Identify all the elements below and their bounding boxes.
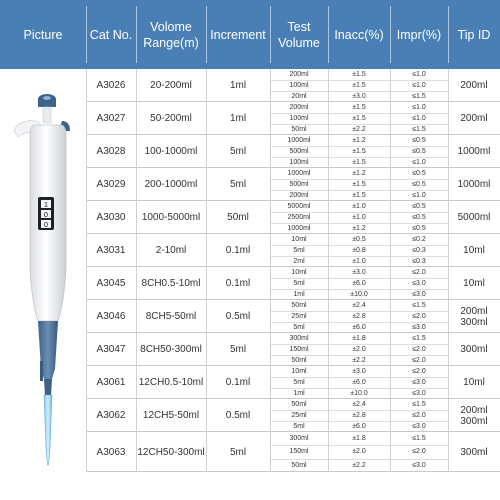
imprecision-cell: ≤1.5: [412, 435, 426, 443]
inaccuracy-cell: ±3.0: [352, 93, 366, 100]
sub-row-divider: [270, 179, 448, 180]
sub-row-divider: [270, 146, 448, 147]
imprecision-cell: ≤0.3: [412, 247, 426, 254]
imprecision-cell: ≤1.0: [412, 115, 426, 122]
inaccuracy-cell: ±6.0: [352, 379, 366, 386]
volume-range-cell: 1000-5000ml: [141, 212, 201, 223]
test-volume-cell: 50ml: [291, 126, 307, 133]
sub-row-divider: [270, 377, 448, 378]
inaccuracy-cell: ±0.8: [352, 247, 366, 254]
header-picture: Picture: [23, 27, 63, 42]
sub-row-divider: [270, 344, 448, 345]
cat-no-cell: A3047: [96, 344, 126, 355]
test-volume-cell: 20ml: [291, 93, 307, 100]
test-volume-cell: 50ml: [291, 357, 307, 364]
imprecision-cell: ≤3.0: [412, 390, 426, 397]
sub-row-divider: [270, 459, 448, 460]
svg-text:0: 0: [44, 222, 48, 229]
imprecision-cell: ≤3.0: [412, 379, 426, 386]
test-volume-cell: 200ml: [289, 71, 309, 78]
sub-row-divider: [270, 91, 448, 92]
test-volume-cell: 50ml: [291, 302, 307, 309]
sub-row-divider: [270, 421, 448, 422]
inaccuracy-cell: ±1.0: [352, 258, 366, 265]
imprecision-cell: ≤1.5: [412, 401, 426, 408]
inaccuracy-cell: ±2.2: [352, 357, 366, 364]
sub-row-divider: [270, 311, 448, 312]
sub-row-divider: [270, 190, 448, 191]
imprecision-cell: ≤2.0: [412, 357, 426, 364]
imprecision-cell: ≤1.0: [412, 192, 426, 199]
test-volume-cell: 5ml: [293, 324, 305, 331]
imprecision-cell: ≤0.5: [412, 148, 426, 155]
test-volume-cell: 2500ml: [287, 214, 311, 221]
increment-cell: 1ml: [229, 80, 247, 91]
column-divider: [86, 69, 87, 472]
volume-range-cell: 200-1000ml: [144, 179, 198, 190]
svg-text:0: 0: [44, 212, 48, 219]
test-volume-cell: 500ml: [289, 181, 309, 188]
header-test-volume: Test Volume: [278, 19, 320, 50]
header-cat-no: Cat No.: [89, 27, 133, 42]
inaccuracy-cell: ±6.0: [352, 280, 366, 287]
tip-id-cell: 10ml: [463, 278, 485, 289]
sub-row-divider: [270, 80, 448, 81]
cat-no-cell: A3027: [96, 113, 126, 124]
inaccuracy-cell: ±1.0: [352, 203, 366, 210]
inaccuracy-cell: ±3.0: [352, 368, 366, 375]
imprecision-cell: ≤0.5: [412, 214, 426, 221]
cat-no-cell: A3062: [96, 410, 126, 421]
increment-cell: 50ml: [227, 212, 249, 223]
test-volume-cell: 150ml: [289, 346, 309, 353]
imprecision-cell: ≤1.5: [412, 335, 426, 342]
inaccuracy-cell: ±10.0: [350, 390, 368, 397]
column-divider: [136, 69, 137, 472]
inaccuracy-cell: ±1.8: [352, 435, 366, 443]
increment-cell: 0.1ml: [225, 245, 251, 256]
inaccuracy-cell: ±2.8: [352, 313, 366, 320]
column-divider: [448, 69, 449, 472]
inaccuracy-cell: ±1.0: [352, 214, 366, 221]
tip-id-cell: 300ml: [460, 446, 488, 458]
imprecision-cell: ≤2.0: [412, 448, 426, 456]
test-volume-cell: 200ml: [289, 104, 309, 111]
inaccuracy-cell: ±1.5: [352, 82, 366, 89]
volume-range-cell: 8CH0.5-10ml: [141, 278, 201, 289]
test-volume-cell: 5000ml: [287, 203, 311, 210]
inaccuracy-cell: ±2.4: [352, 401, 366, 408]
cat-no-cell: A3031: [96, 245, 126, 256]
test-volume-cell: 100ml: [289, 159, 309, 166]
test-volume-cell: 10ml: [291, 368, 307, 375]
tip-id-cell: 10ml: [463, 245, 485, 256]
column-divider: [270, 69, 271, 472]
test-volume-cell: 1000ml: [287, 137, 311, 144]
test-volume-cell: 50ml: [291, 461, 307, 469]
tip-id-cell: 1000ml: [457, 146, 491, 157]
cat-no-cell: A3026: [96, 80, 126, 91]
cat-no-cell: A3028: [96, 146, 126, 157]
increment-cell: 0.1ml: [225, 278, 251, 289]
inaccuracy-cell: ±1.5: [352, 192, 366, 199]
volume-range-cell: 12CH50-300ml: [137, 446, 205, 458]
test-volume-cell: 100ml: [289, 82, 309, 89]
imprecision-cell: ≤3.0: [412, 461, 426, 469]
inaccuracy-cell: ±2.8: [352, 412, 366, 419]
test-volume-cell: 300ml: [289, 335, 309, 342]
imprecision-cell: ≤0.5: [412, 170, 426, 177]
sub-row-divider: [270, 355, 448, 356]
svg-text:1: 1: [44, 202, 48, 209]
tip-id-cell: 10ml: [463, 377, 485, 388]
increment-cell: 5ml: [229, 146, 247, 157]
imprecision-cell: ≤1.5: [412, 93, 426, 100]
inaccuracy-cell: ±2.2: [352, 126, 366, 133]
tip-id-cell: 300ml: [460, 344, 488, 355]
increment-cell: 5ml: [229, 344, 247, 355]
inaccuracy-cell: ±6.0: [352, 423, 366, 430]
tip-id-cell: 200ml 300ml: [460, 404, 488, 427]
sub-row-divider: [270, 445, 448, 446]
sub-row-divider: [270, 157, 448, 158]
sub-row-divider: [270, 278, 448, 279]
test-volume-cell: 1000ml: [287, 170, 311, 177]
sub-row-divider: [270, 212, 448, 213]
inaccuracy-cell: ±1.5: [352, 104, 366, 111]
sub-row-divider: [270, 322, 448, 323]
sub-row-divider: [270, 124, 448, 125]
tip-id-cell: 5000ml: [457, 212, 491, 223]
imprecision-cell: ≤0.5: [412, 181, 426, 188]
inaccuracy-cell: ±1.5: [352, 148, 366, 155]
test-volume-cell: 5ml: [293, 423, 305, 430]
cat-no-cell: A3046: [96, 311, 126, 322]
imprecision-cell: ≤1.0: [412, 82, 426, 89]
imprecision-cell: ≤0.2: [412, 236, 426, 243]
sub-row-divider: [270, 223, 448, 224]
table-header: [0, 0, 500, 69]
inaccuracy-cell: ±1.5: [352, 159, 366, 166]
test-volume-cell: 5ml: [293, 247, 305, 254]
header-increment: Increment: [210, 27, 266, 42]
inaccuracy-cell: ±1.8: [352, 335, 366, 342]
tip-id-cell: 1000ml: [457, 179, 491, 190]
increment-cell: 0.1ml: [225, 377, 251, 388]
column-divider: [390, 69, 391, 472]
pipette-image: [0, 69, 86, 472]
test-volume-cell: 200ml: [289, 192, 309, 199]
test-volume-cell: 10ml: [291, 236, 307, 243]
header-volume-range: Volome Range(m): [143, 19, 199, 50]
imprecision-cell: ≤1.5: [412, 302, 426, 309]
sub-row-divider: [270, 256, 448, 257]
tip-id-cell: 200ml: [460, 80, 488, 91]
increment-cell: 0.5ml: [225, 410, 251, 421]
row-divider: [86, 471, 500, 472]
volume-range-cell: 8CH50-300ml: [140, 344, 202, 355]
sub-row-divider: [270, 113, 448, 114]
test-volume-cell: 5ml: [293, 280, 305, 287]
imprecision-cell: ≤0.5: [412, 137, 426, 144]
sub-row-divider: [270, 245, 448, 246]
test-volume-cell: 1000ml: [287, 225, 311, 232]
cat-no-cell: A3030: [96, 212, 126, 223]
volume-range-cell: 50-200ml: [150, 113, 192, 124]
imprecision-cell: ≤2.0: [412, 313, 426, 320]
test-volume-cell: 5ml: [293, 379, 305, 386]
imprecision-cell: ≤3.0: [412, 423, 426, 430]
imprecision-cell: ≤0.5: [412, 225, 426, 232]
inaccuracy-cell: ±10.0: [350, 291, 368, 298]
test-volume-cell: 10ml: [291, 269, 307, 276]
volume-range-cell: 8CH5-50ml: [145, 311, 197, 322]
cat-no-cell: A3029: [96, 179, 126, 190]
inaccuracy-cell: ±2.0: [352, 448, 366, 456]
cat-no-cell: A3045: [96, 278, 126, 289]
increment-cell: 5ml: [229, 179, 247, 190]
inaccuracy-cell: ±2.2: [352, 461, 366, 469]
sub-row-divider: [270, 410, 448, 411]
imprecision-cell: ≤2.0: [412, 269, 426, 276]
volume-range-cell: 20-200ml: [150, 80, 192, 91]
imprecision-cell: ≤1.0: [412, 159, 426, 166]
inaccuracy-cell: ±1.5: [352, 115, 366, 122]
sub-row-divider: [270, 388, 448, 389]
test-volume-cell: 2ml: [293, 258, 305, 265]
inaccuracy-cell: ±0.5: [352, 236, 366, 243]
imprecision-cell: ≤3.0: [412, 291, 426, 298]
imprecision-cell: ≤1.5: [412, 126, 426, 133]
imprecision-cell: ≤1.0: [412, 71, 426, 78]
volume-range-cell: 100-1000ml: [144, 146, 198, 157]
increment-cell: 1ml: [229, 113, 247, 124]
cat-no-cell: A3061: [96, 377, 126, 388]
volume-range-cell: 12CH5-50ml: [142, 410, 200, 421]
imprecision-cell: ≤2.0: [412, 346, 426, 353]
increment-cell: 0.5ml: [225, 311, 251, 322]
imprecision-cell: ≤2.0: [412, 412, 426, 419]
test-volume-cell: 300ml: [289, 435, 309, 443]
inaccuracy-cell: ±1.5: [352, 181, 366, 188]
column-divider: [328, 69, 329, 472]
test-volume-cell: 1ml: [293, 291, 305, 298]
column-divider: [206, 69, 207, 472]
inaccuracy-cell: ±6.0: [352, 324, 366, 331]
test-volume-cell: 25ml: [291, 313, 307, 320]
test-volume-cell: 500ml: [289, 148, 309, 155]
volume-range-cell: 12CH0.5-10ml: [138, 377, 204, 388]
header-inaccuracy: Inacc(%): [334, 27, 384, 42]
imprecision-cell: ≤2.0: [412, 368, 426, 375]
test-volume-cell: 25ml: [291, 412, 307, 419]
inaccuracy-cell: ±2.0: [352, 346, 366, 353]
test-volume-cell: 100ml: [289, 115, 309, 122]
imprecision-cell: ≤3.0: [412, 324, 426, 331]
imprecision-cell: ≤3.0: [412, 280, 426, 287]
inaccuracy-cell: ±1.5: [352, 71, 366, 78]
imprecision-cell: ≤1.0: [412, 104, 426, 111]
inaccuracy-cell: ±2.4: [352, 302, 366, 309]
inaccuracy-cell: ±1.2: [352, 225, 366, 232]
imprecision-cell: ≤0.3: [412, 258, 426, 265]
header-tip-id: Tip ID: [457, 27, 491, 42]
inaccuracy-cell: ±1.2: [352, 137, 366, 144]
tip-id-cell: 200ml: [460, 113, 488, 124]
imprecision-cell: ≤0.5: [412, 203, 426, 210]
cat-no-cell: A3063: [96, 446, 126, 458]
test-volume-cell: 1ml: [293, 390, 305, 397]
increment-cell: 5ml: [229, 446, 247, 458]
inaccuracy-cell: ±1.2: [352, 170, 366, 177]
sub-row-divider: [270, 289, 448, 290]
tip-id-cell: 200ml 300ml: [460, 305, 488, 328]
volume-range-cell: 2-10ml: [155, 245, 187, 256]
test-volume-cell: 50ml: [291, 401, 307, 408]
inaccuracy-cell: ±3.0: [352, 269, 366, 276]
header-imprecision: Impr(%): [396, 27, 442, 42]
test-volume-cell: 150ml: [289, 448, 309, 456]
